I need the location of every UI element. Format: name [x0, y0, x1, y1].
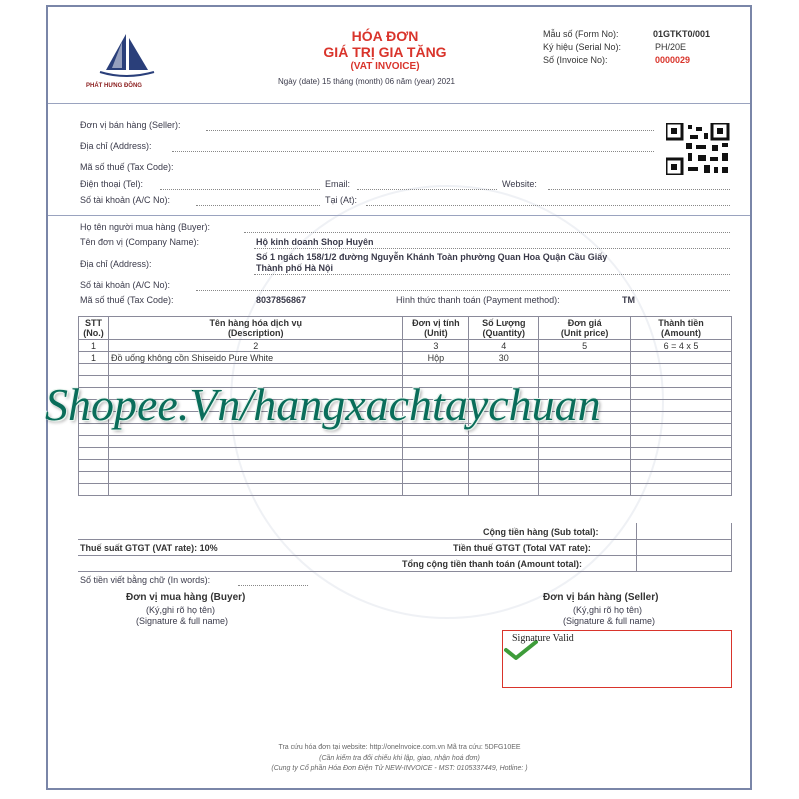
footer-lookup: Tra cứu hóa đơn tại website: http://onelnvoice.com.vn Mã tra cứu: 5DFG10EE: [278, 744, 521, 751]
table-index-row: 1 2 3 4 5 6 = 4 x 5: [79, 340, 732, 352]
vat-rate-label: Thuế suất GTGT (VAT rate): 10%: [80, 543, 218, 553]
divider: [48, 103, 750, 104]
vat-amount-label: Tiền thuế GTGT (Total VAT rate):: [453, 543, 591, 553]
footer-note: (Cần kiểm tra đối chiếu khi lập, giao, nhận hoá đơn): [319, 755, 480, 762]
invoice-no-value: 0000029: [655, 55, 691, 65]
seller-email-label: Email:: [325, 179, 351, 189]
payment-method-label: Hình thức thanh toán (Payment method):: [396, 295, 560, 305]
ship-logo-icon: [92, 30, 160, 82]
invoice-date: Ngày (date) 15 tháng (month) 06 năm (year) 2021: [278, 77, 455, 86]
col-header-unit: Đơn vị tính (Unit): [403, 317, 469, 340]
buyer-company-value: Hộ kinh doanh Shop Huyên: [256, 237, 374, 247]
buyer-signature-title: Đơn vị mua hàng (Buyer): [126, 592, 246, 603]
form-no-label: Mẫu số (Form No):: [543, 29, 619, 39]
seller-account-label: Số tài khoản (A/C No):: [80, 195, 171, 205]
shop-watermark: Shopee.Vn/hangxachtaychuan: [45, 379, 601, 430]
seller-email-line: [357, 189, 497, 190]
buyer-name-line: [244, 232, 730, 233]
divider: [48, 215, 750, 216]
invoice-no-label: Số (Invoice No):: [543, 55, 608, 65]
seller-signature-sub2: (Signature & full name): [563, 616, 656, 626]
totals-divider: [78, 555, 732, 556]
buyer-account-label: Số tài khoản (A/C No):: [80, 280, 171, 290]
seller-address-label: Địa chỉ (Address):: [80, 141, 152, 151]
buyer-address-line1: Số 1 ngách 158/1/2 đường Nguyễn Khánh Toàn phường Quan Hoa Quận Cầu Giấy: [256, 252, 608, 262]
table-header-row: [79, 317, 732, 340]
col-header-unit-price: Đơn giá (Unit price): [539, 317, 631, 340]
table-row: 1 Đồ uống không cồn Shiseido Pure White Hộp 30: [79, 352, 732, 364]
buyer-company-label: Tên đơn vị (Company Name):: [80, 237, 199, 247]
seller-website-label: Website:: [502, 179, 537, 189]
serial-no-value: PH/20E: [655, 42, 687, 52]
footer-provider: (Cung ty Cổ phần Hóa Đơn Điện Tử NEW-INVOICE - MST: 0105337449, Hotline: ): [271, 765, 528, 772]
seller-account-line: [196, 205, 320, 206]
seller-signature-sub1: (Ký,ghi rõ họ tên): [573, 605, 643, 615]
buyer-address-line2: Thành phố Hà Nội: [256, 263, 333, 273]
col-header-quantity: Số Lượng (Quantity): [469, 317, 539, 340]
totals-divider: [78, 571, 732, 572]
payment-method-value: TM: [622, 295, 635, 305]
table-row: [79, 436, 732, 448]
buyer-tax-value: 8037856867: [256, 295, 307, 305]
table-row: [79, 472, 732, 484]
buyer-address-label: Địa chỉ (Address):: [80, 259, 152, 269]
table-row: [79, 460, 732, 472]
totals-column-line: [636, 523, 637, 571]
seller-website-line: [548, 189, 730, 190]
seller-unit-line: [206, 130, 654, 131]
invoice-title-english: (VAT INVOICE): [350, 61, 420, 72]
signature-valid-text: Signature Valid: [512, 633, 574, 644]
table-row: [79, 448, 732, 460]
qr-code-icon: [666, 123, 730, 175]
invoice-subtitle: GIÁ TRỊ GIA TĂNG: [323, 44, 447, 60]
col-header-no: STT (No.): [79, 317, 109, 340]
table-row: [79, 484, 732, 496]
buyer-account-line: [196, 290, 730, 291]
buyer-name-label: Họ tên người mua hàng (Buyer):: [80, 222, 210, 232]
grand-total-label: Tổng cộng tiền thanh toán (Amount total):: [402, 559, 582, 569]
company-logo-text: PHÁT HƯNG ĐÔNG: [86, 83, 142, 89]
seller-tax-label: Mã số thuế (Tax Code):: [80, 162, 174, 172]
invoice-title: HÓA ĐƠN: [351, 28, 419, 44]
seller-phone-label: Điện thoại (Tel):: [80, 179, 144, 189]
buyer-signature-sub1: (Ký,ghi rõ họ tên): [146, 605, 216, 615]
col-header-description: Tên hàng hóa dịch vụ (Description): [108, 317, 402, 340]
buyer-signature-sub2: (Signature & full name): [136, 616, 229, 626]
seller-at-label: Tại (At):: [325, 195, 358, 205]
buyer-address-dots: [254, 274, 730, 275]
totals-column-line: [731, 523, 732, 571]
amount-in-words-line: [238, 585, 308, 586]
serial-no-label: Ký hiệu (Serial No):: [543, 42, 622, 52]
seller-at-line: [366, 205, 730, 206]
col-header-amount: Thành tiền (Amount): [631, 317, 732, 340]
seller-unit-label: Đơn vị bán hàng (Seller):: [80, 120, 181, 130]
totals-divider: [78, 539, 732, 540]
buyer-company-line: [254, 248, 730, 249]
seller-phone-line: [160, 189, 320, 190]
amount-in-words-label: Số tiền viết bằng chữ (In words):: [80, 575, 211, 585]
subtotal-label: Cộng tiền hàng (Sub total):: [483, 527, 599, 537]
seller-signature-title: Đơn vị bán hàng (Seller): [543, 592, 659, 603]
form-no-value: 01GTKT0/001: [653, 29, 711, 39]
buyer-tax-label: Mã số thuế (Tax Code):: [80, 295, 174, 305]
seller-address-line: [172, 151, 654, 152]
table-row: [79, 364, 732, 376]
